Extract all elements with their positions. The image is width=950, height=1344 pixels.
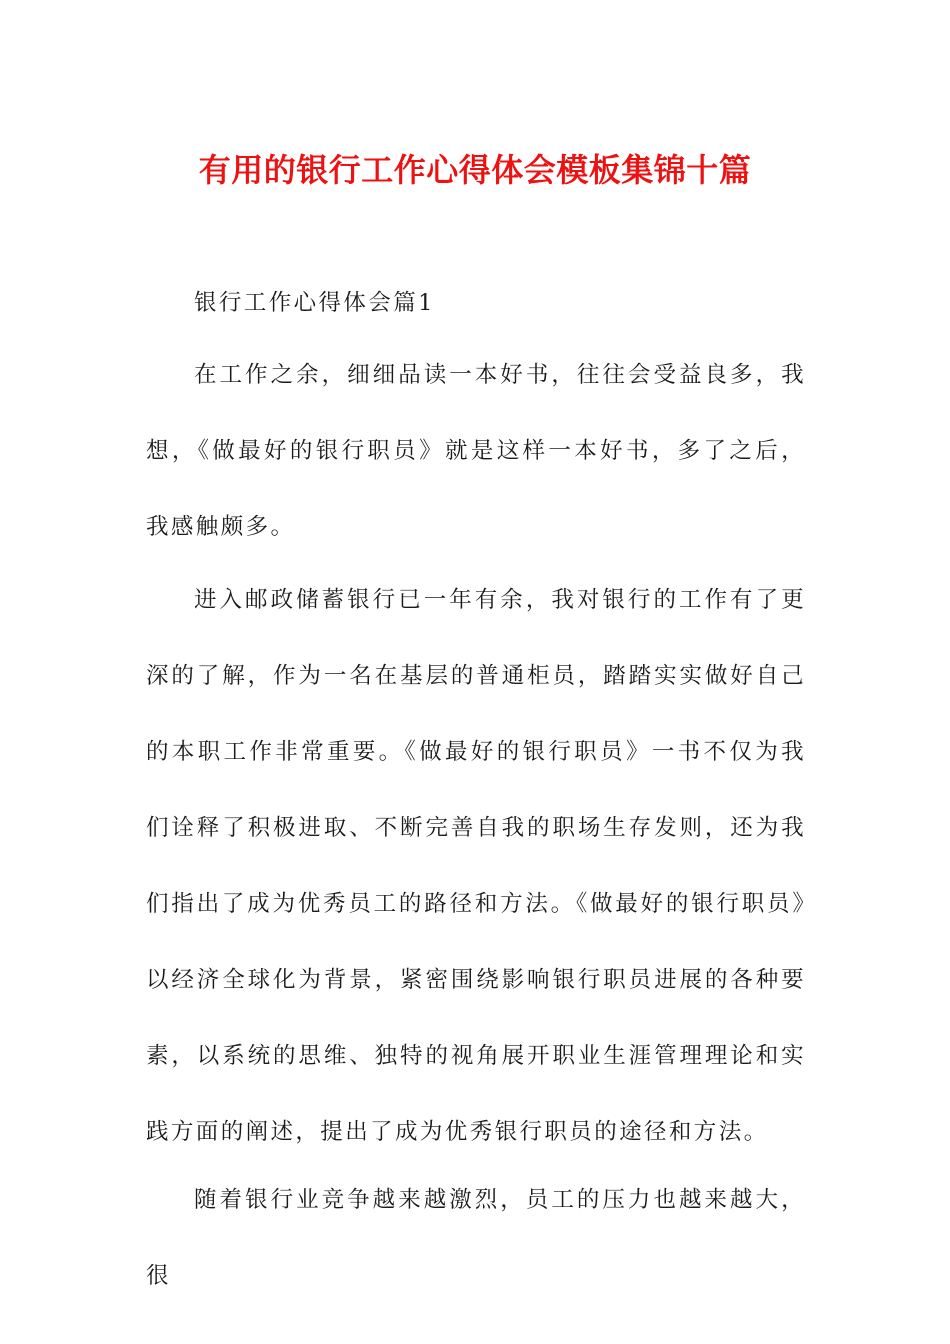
section-heading: 银行工作心得体会篇1 (194, 290, 435, 316)
paragraph-1: 在工作之余，细细品读一本好书，往往会受益良多，我想，《做最好的银行职员》就是这样一本好书，多了之后，我感触颇多。 (146, 362, 806, 540)
document-title: 有用的银行工作心得体会模板集锦十篇 (198, 151, 752, 189)
paragraph-2: 进入邮政储蓄银行已一年有余，我对银行的工作有了更深的了解，作为一名在基层的普通柜员，踏踏实实做好自己的本职工作非常重要。《做最好的银行职员》一书不仅为我们诠释了积极进取、不断完善自我的职场生存发则，还为我们指出了成为优秀员工的路径和方法。《做最好的银行职员》以经济全球化为背景，紧密围绕影响银行职员进展的各种要素，以系统的思维、独特的视角展开职业生涯管理理论和实践方面的阐述，提出了成为优秀银行职员的途径和方法。 (146, 587, 806, 1145)
paragraph-3: 随着银行业竞争越来越激烈，员工的压力也越来越大，很 (146, 1187, 806, 1289)
